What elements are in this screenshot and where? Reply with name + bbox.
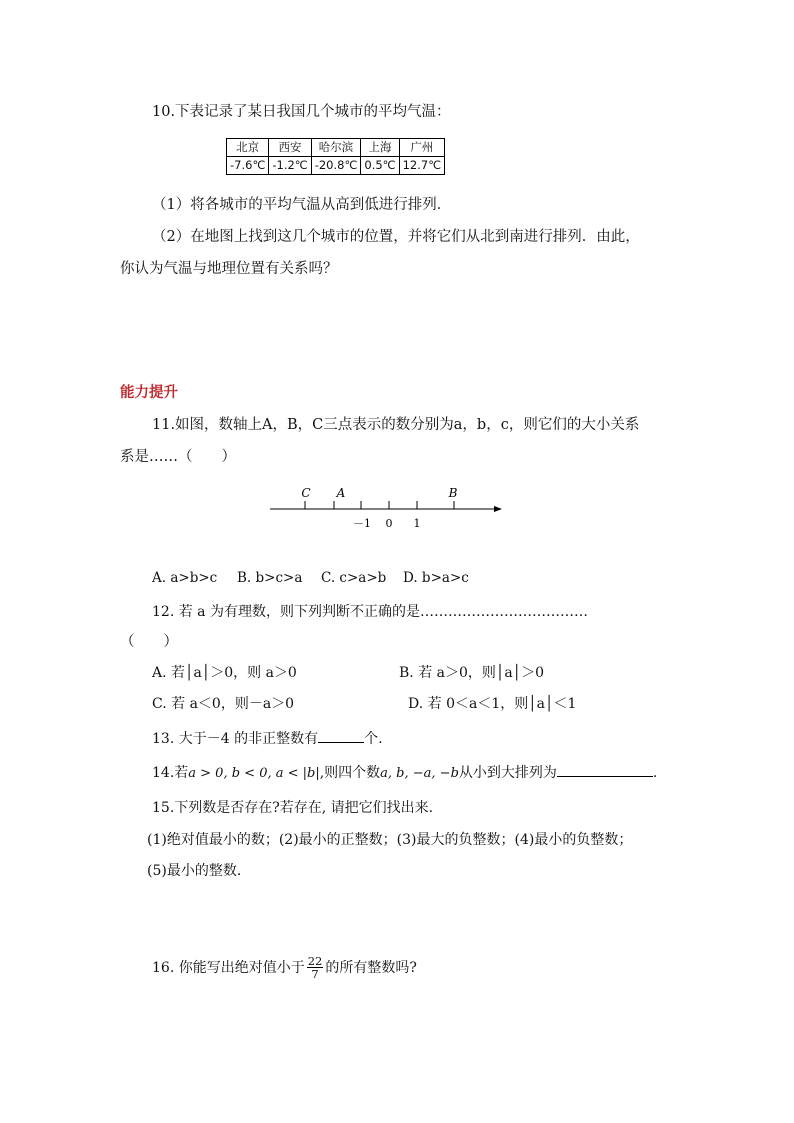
- city-cell: 北京: [227, 139, 269, 157]
- temp-cell: 12.7℃: [399, 157, 445, 175]
- q11-option-a: A. a>b>c: [152, 570, 218, 586]
- q14-text-after: 从小到大排列为: [458, 765, 557, 781]
- q12-option-c: C. 若 a＜0，则－a＞0: [152, 696, 295, 712]
- q12-option-b: B. 若 a＞0，则│a│＞0: [399, 665, 545, 681]
- q14-text-end: .: [652, 765, 658, 781]
- q14-text-middle: ,则四个数: [319, 765, 381, 781]
- q11-line2: 系是……（ ）: [120, 449, 236, 465]
- q16: [152, 955, 417, 980]
- temperature-table: [226, 138, 445, 175]
- temp-cell: -7.6℃: [227, 157, 269, 175]
- section-title: 能力提升: [120, 385, 178, 401]
- q11-option-c: C. c>a>b: [321, 570, 387, 586]
- city-cell: 广州: [399, 139, 445, 157]
- q12-option-d: D. 若 0＜a＜1，则│a│＜1: [408, 696, 577, 712]
- q16-text: 16. 你能写出绝对值小于: [152, 959, 305, 976]
- fraction-denominator: 7: [311, 967, 319, 982]
- q10-text: 10.下表记录了某日我国几个城市的平均气温：: [152, 104, 451, 120]
- q14-text: 14.若: [152, 765, 189, 781]
- q10-part1: （1）将各城市的平均气温从高到低进行排列．: [152, 197, 452, 213]
- fraction-numerator: 22: [307, 954, 323, 968]
- q11-option-b: B. b>c>a: [237, 570, 303, 586]
- q13-text: 13. 大于－4 的非正整数有: [152, 731, 319, 747]
- tick-label-one: 1: [413, 517, 421, 530]
- q16-text-end: 的所有整数吗?: [325, 959, 417, 976]
- tick-label-zero: 0: [385, 517, 393, 530]
- city-cell: 上海: [361, 139, 399, 157]
- q14: [152, 762, 657, 780]
- tick-label-neg1: －1: [353, 517, 371, 530]
- q14-condition: a > 0, b < 0, a < |b|: [188, 766, 320, 781]
- q10-part2-line2: 你认为气温与地理位置有关系吗？: [120, 261, 338, 277]
- q11-line1: 11.如图，数轴上A，B，C三点表示的数分别为a，b，c，则它们的大小关系: [152, 417, 640, 433]
- temp-cell: -20.8℃: [311, 157, 361, 175]
- q15-line3: (5)最小的整数.: [147, 863, 242, 879]
- fraction: [307, 955, 324, 980]
- point-label-a: A: [336, 486, 346, 500]
- q12-line1: 12. 若 a 为有理数，则下列判断不正确的是………………………………: [152, 604, 588, 620]
- q14-numbers: a, b, −a, −b: [380, 766, 459, 781]
- q10-part2-line1: （2）在地图上找到这几个城市的位置，并将它们从北到南进行排列．由此，: [152, 229, 640, 245]
- q12-option-a: A. 若│a│＞0，则 a＞0: [152, 665, 297, 681]
- city-cell: 西安: [269, 139, 311, 157]
- temp-cell: 0.5℃: [361, 157, 399, 175]
- q15-line2: (1)绝对值最小的数；(2)最小的正整数；(3)最大的负整数；(4)最小的负整数；: [147, 832, 633, 848]
- answer-blank: [318, 728, 364, 743]
- city-row: [227, 139, 445, 157]
- number-line-figure: [260, 482, 510, 532]
- point-label-c: C: [301, 486, 311, 500]
- temp-cell: -1.2℃: [269, 157, 311, 175]
- q13: [152, 728, 383, 746]
- city-cell: 哈尔滨: [311, 139, 361, 157]
- answer-blank: [557, 762, 653, 777]
- axis-arrow-icon: [494, 506, 502, 512]
- q15-line1: 15.下列数是否存在?若存在, 请把它们找出来.: [152, 800, 434, 816]
- q12-line2: （ ）: [120, 634, 178, 650]
- q13-text-end: 个.: [364, 731, 383, 747]
- temp-row: [227, 157, 445, 175]
- q11-option-d: D. b>a>c: [403, 570, 469, 586]
- point-label-b: B: [448, 486, 458, 500]
